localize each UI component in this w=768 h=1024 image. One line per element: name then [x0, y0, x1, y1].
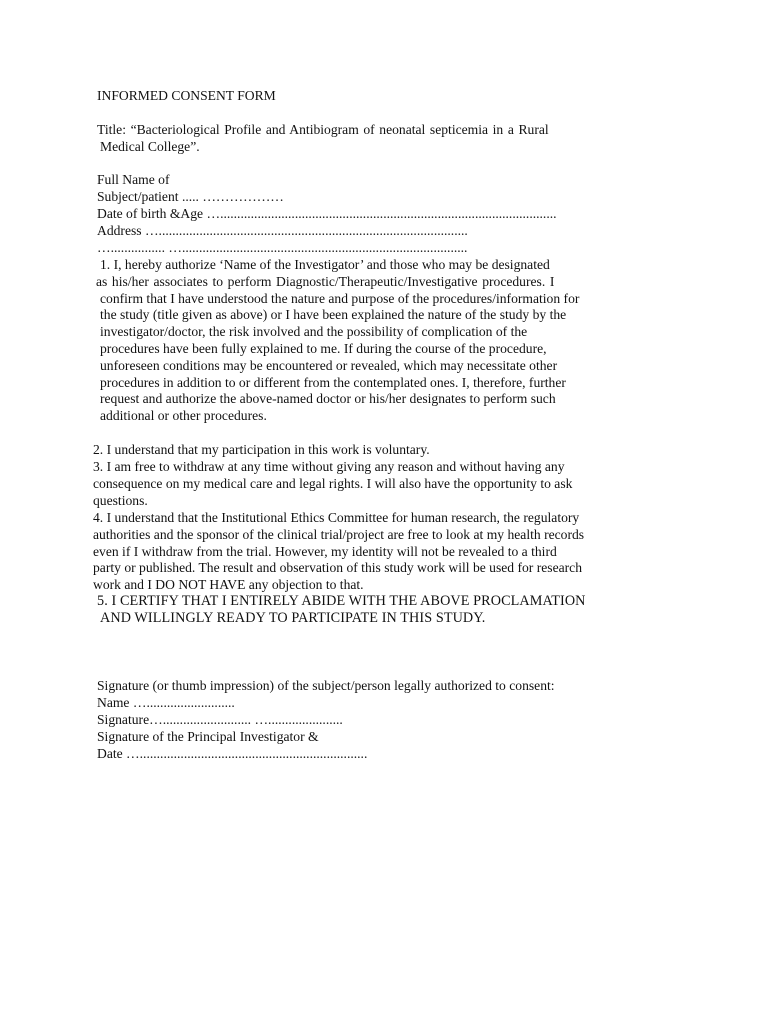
- clause-line: additional or other procedures.: [100, 408, 267, 424]
- clause-3: [93, 459, 639, 509]
- clause-line: request and authorize the above-named doctor or his/her designates to perform such: [100, 391, 556, 407]
- study-title-line: Medical College”.: [100, 138, 200, 154]
- clause-2: 2. I understand that my participation in this work is voluntary.: [93, 442, 430, 457]
- clause-line: questions.: [93, 492, 148, 508]
- subject-patient-field: Subject/patient ..... ………………: [97, 189, 284, 204]
- clause-line: unforeseen conditions may be encountered or revealed, which may necessitate other: [100, 357, 558, 373]
- address-field: Address …...........................................................................................: [97, 223, 468, 238]
- clause-line: investigator/doctor, the risk involved and the possibility of complication of the: [100, 324, 528, 340]
- signatory-name-field: Name …..........................: [97, 695, 235, 710]
- signature-consent-label: Signature (or thumb impression) of the subject/person legally authorized to consent:: [97, 678, 555, 693]
- clause-line: 5. I CERTIFY THAT I ENTIRELY ABIDE WITH THE ABOVE PROCLAMATION: [97, 593, 586, 609]
- study-title: [97, 122, 639, 156]
- address-field-continued: …................ …....................................................................................: [97, 240, 468, 255]
- clause-line: the study (title given as above) or I have been explained the nature of the study by the: [100, 307, 567, 323]
- study-title-line: Title: “Bacteriological Profile and Antibiogram of neonatal septicemia in a Rural: [97, 122, 549, 137]
- date-of-birth-age-field: Date of birth &Age …...................................................................................................: [97, 206, 557, 221]
- principal-investigator-signature-label: Signature of the Principal Investigator &: [97, 729, 319, 744]
- signature-field: Signature….......................... …......................: [97, 712, 343, 727]
- full-name-label: Full Name of: [97, 172, 170, 187]
- form-heading: INFORMED CONSENT FORM: [97, 88, 276, 103]
- clause-line: work and I DO NOT HAVE any objection to that.: [93, 577, 364, 593]
- clause-line: 3. I am free to withdraw at any time without giving any reason and without having any: [93, 459, 565, 474]
- clause-line: procedures in addition to or different from the contemplated ones. I, therefore, further: [100, 374, 566, 390]
- clause-line: authorities and the sponsor of the clinical trial/project are free to look at my health records: [93, 526, 585, 542]
- clause-line: confirm that I have understood the nature and purpose of the procedures/information for: [100, 290, 580, 306]
- clause-1: [97, 257, 639, 425]
- clause-line: AND WILLINGLY READY TO PARTICIPATE IN THIS STUDY.: [100, 609, 486, 626]
- clause-4: [93, 510, 639, 594]
- date-field: Date …...................................................................: [97, 746, 368, 761]
- clause-line: party or published. The result and observation of this study work will be used for research: [93, 560, 583, 576]
- clause-5-certification: [97, 593, 642, 627]
- clause-line: procedures have been fully explained to me. If during the course of the procedure,: [100, 340, 547, 356]
- clause-line: consequence on my medical care and legal rights. I will also have the opportunity to ask: [93, 475, 573, 491]
- clause-line: even if I withdraw from the trial. However, my identity will not be revealed to a third: [93, 543, 557, 559]
- clause-line: 1. I, hereby authorize ‘Name of the Investigator’ and those who may be designated: [100, 257, 550, 272]
- clause-line: 4. I understand that the Institutional Ethics Committee for human research, the regulatory: [93, 510, 580, 525]
- clause-line: as his/her associates to perform Diagnostic/Therapeutic/Investigative procedures. I: [96, 273, 555, 289]
